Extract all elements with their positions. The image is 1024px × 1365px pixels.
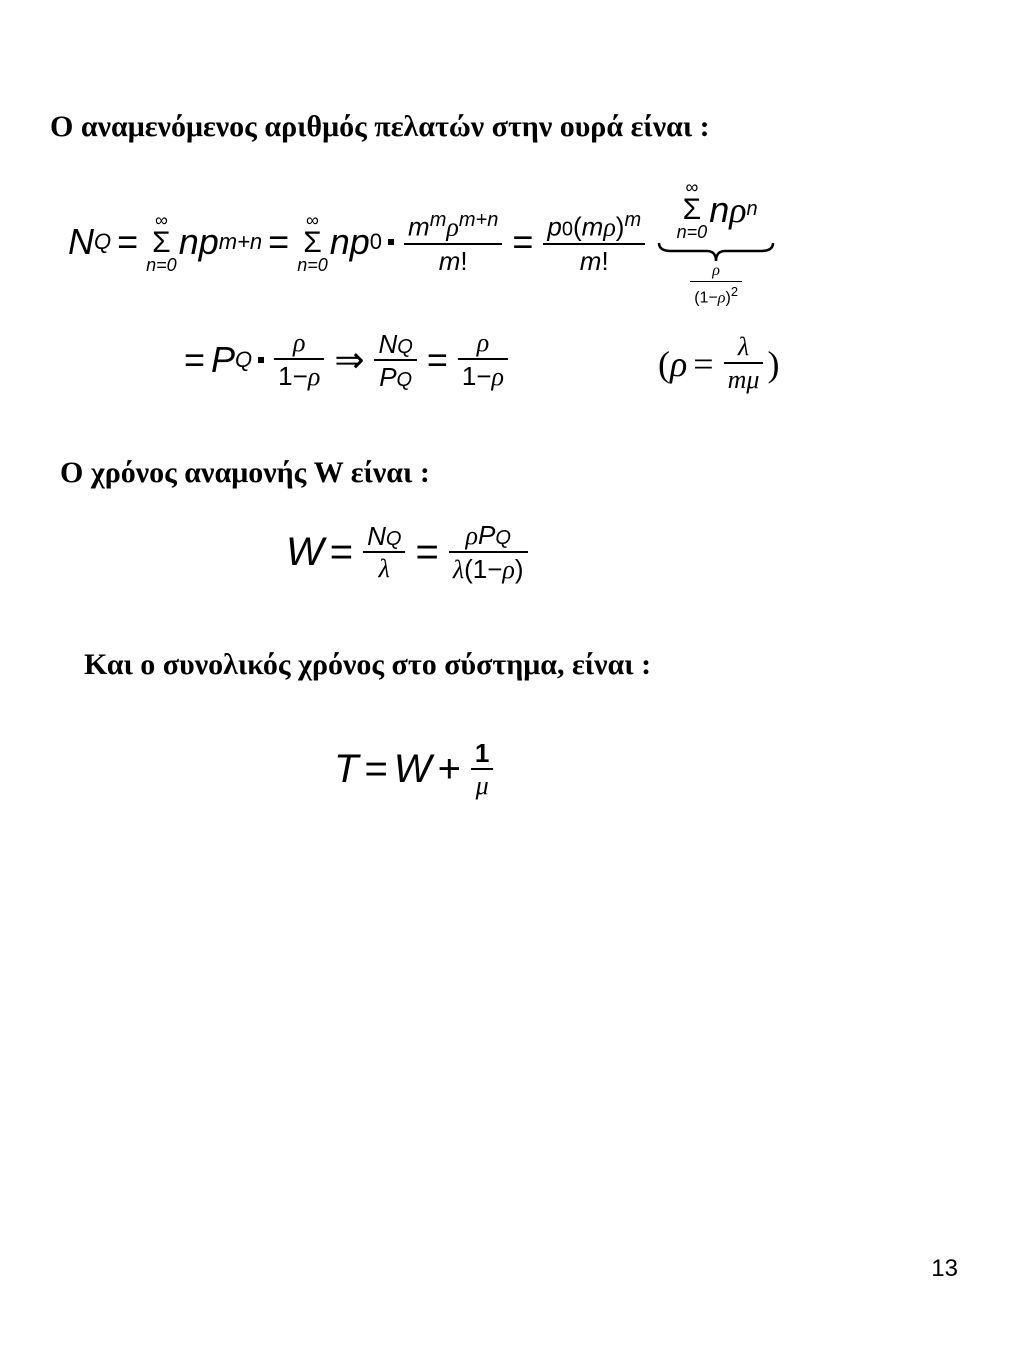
page-number: 13 [931,1255,958,1282]
equation-w: W = $\frac{NQ}{\lambda}$ = $\frac{\text{ρPQ}}{\lambda(1-\rho)}$ [286,522,532,583]
heading-nq-intro: Ο αναμενόμενος αριθμός πελατών στην ουρά είναι : [50,110,710,143]
equation-nq-result: = P Q $\frac{\rho}{1-\rho}$ ⇒ $\frac{NQ}{PQ}$ = $\frac{\rho}{1-\rho}$ [178,330,512,390]
equation-t: T = W + $\frac{1}{\mu}$ [334,740,497,799]
heading-t-intro: Και ο συνολικός χρόνος στο σύστημα, είναι : [84,648,652,681]
equation-rho-definition: ( ρ = $\frac{\lambda}{m\mu}$ ) [658,332,780,394]
heading-w-intro: Ο χρόνος αναμονής W είναι : [60,456,430,489]
equation-nq-sum: N Q = ∞ Σ n=0 np m+n = ∞ Σ n=0 np 0 $\frac{m^m\rho^{m+n}}{m!}$ = $\frac{p0(m\rho)^m}{m!}$ ∞ Σ n=0 n ρ n $\frac{\rho}{(1-\rho)^2}$ [68,178,775,306]
underbrace-icon [657,241,775,263]
